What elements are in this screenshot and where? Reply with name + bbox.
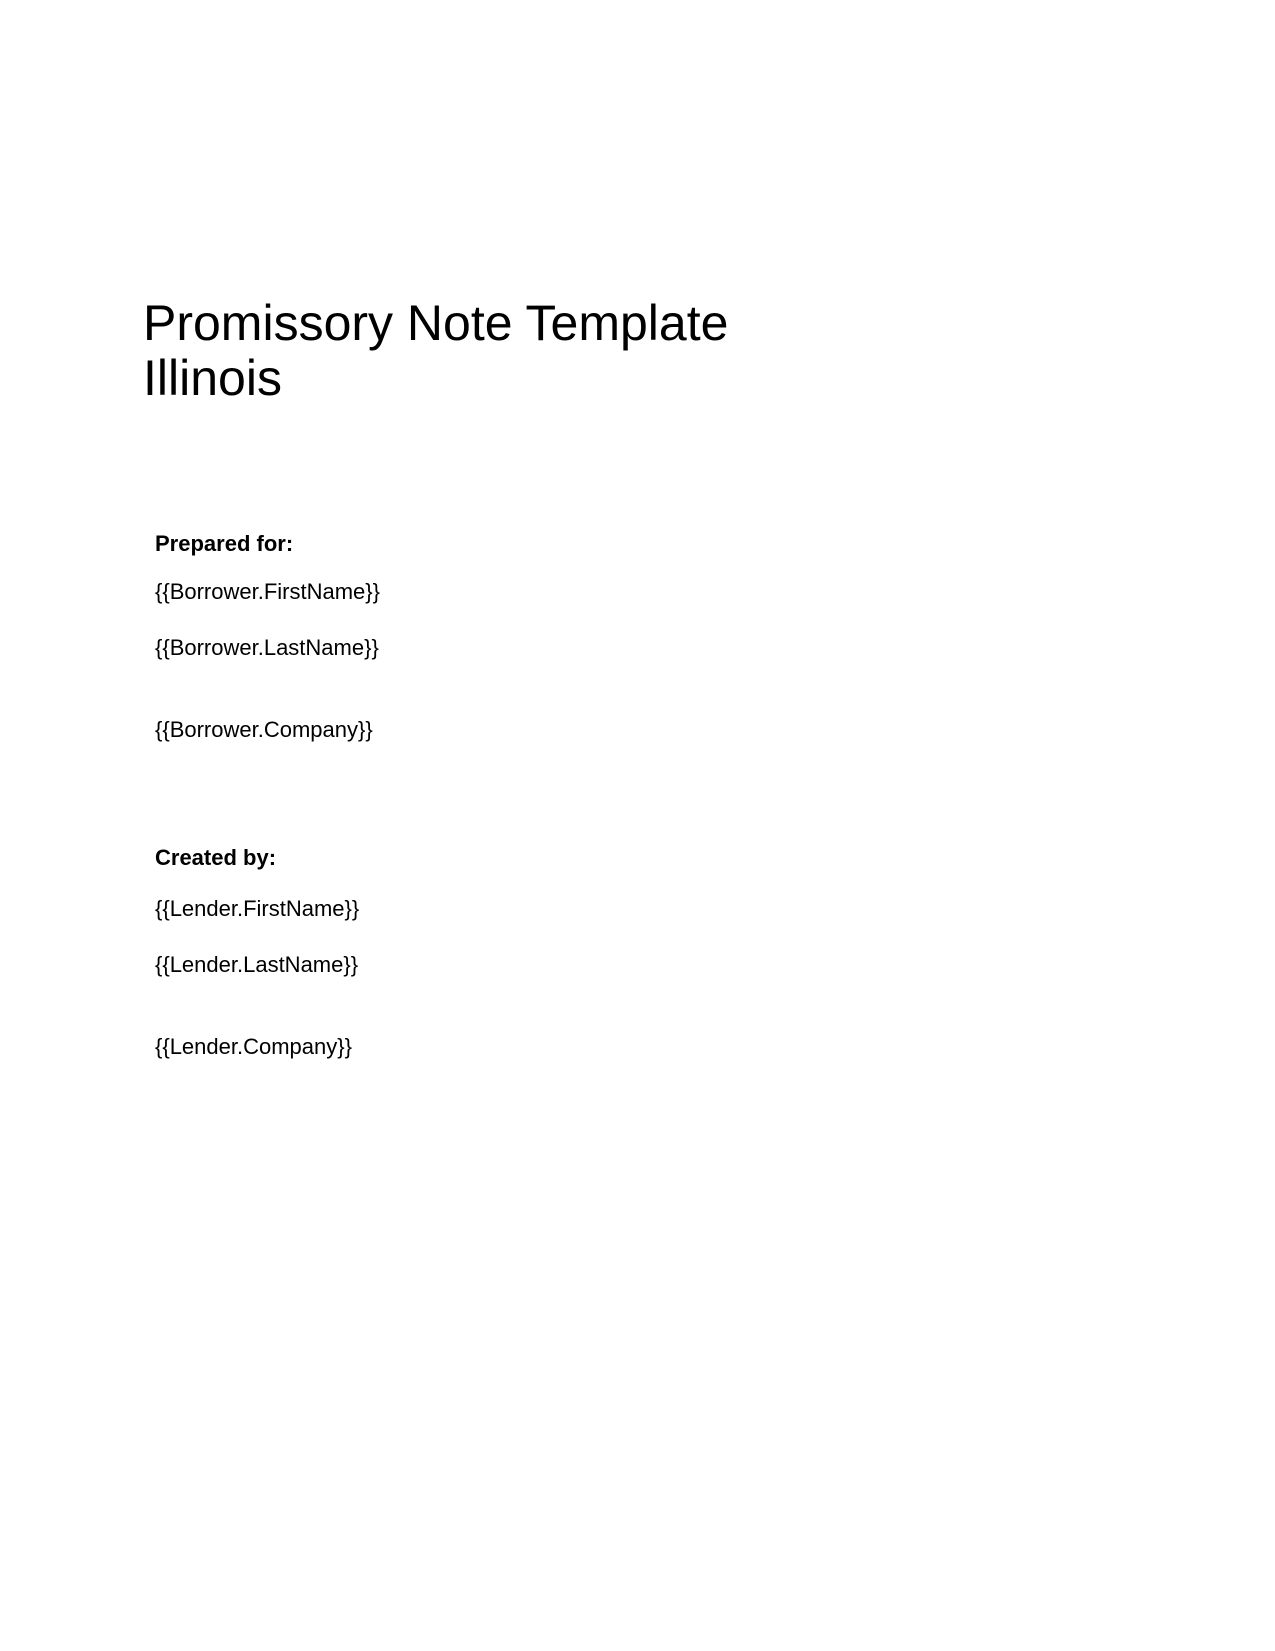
created-by-label: Created by: <box>155 845 277 870</box>
lender-last-name: {{Lender.LastName}} <box>155 952 359 977</box>
title-line-2: Illinois <box>143 350 282 406</box>
borrower-last-name: {{Borrower.LastName}} <box>155 635 379 660</box>
borrower-company: {{Borrower.Company}} <box>155 717 373 742</box>
document-title <box>143 296 728 406</box>
borrower-first-name: {{Borrower.FirstName}} <box>155 579 380 604</box>
lender-company: {{Lender.Company}} <box>155 1034 352 1059</box>
lender-first-name: {{Lender.FirstName}} <box>155 896 360 921</box>
prepared-for-label: Prepared for: <box>155 531 294 556</box>
title-line-1: Promissory Note Template <box>143 295 729 351</box>
